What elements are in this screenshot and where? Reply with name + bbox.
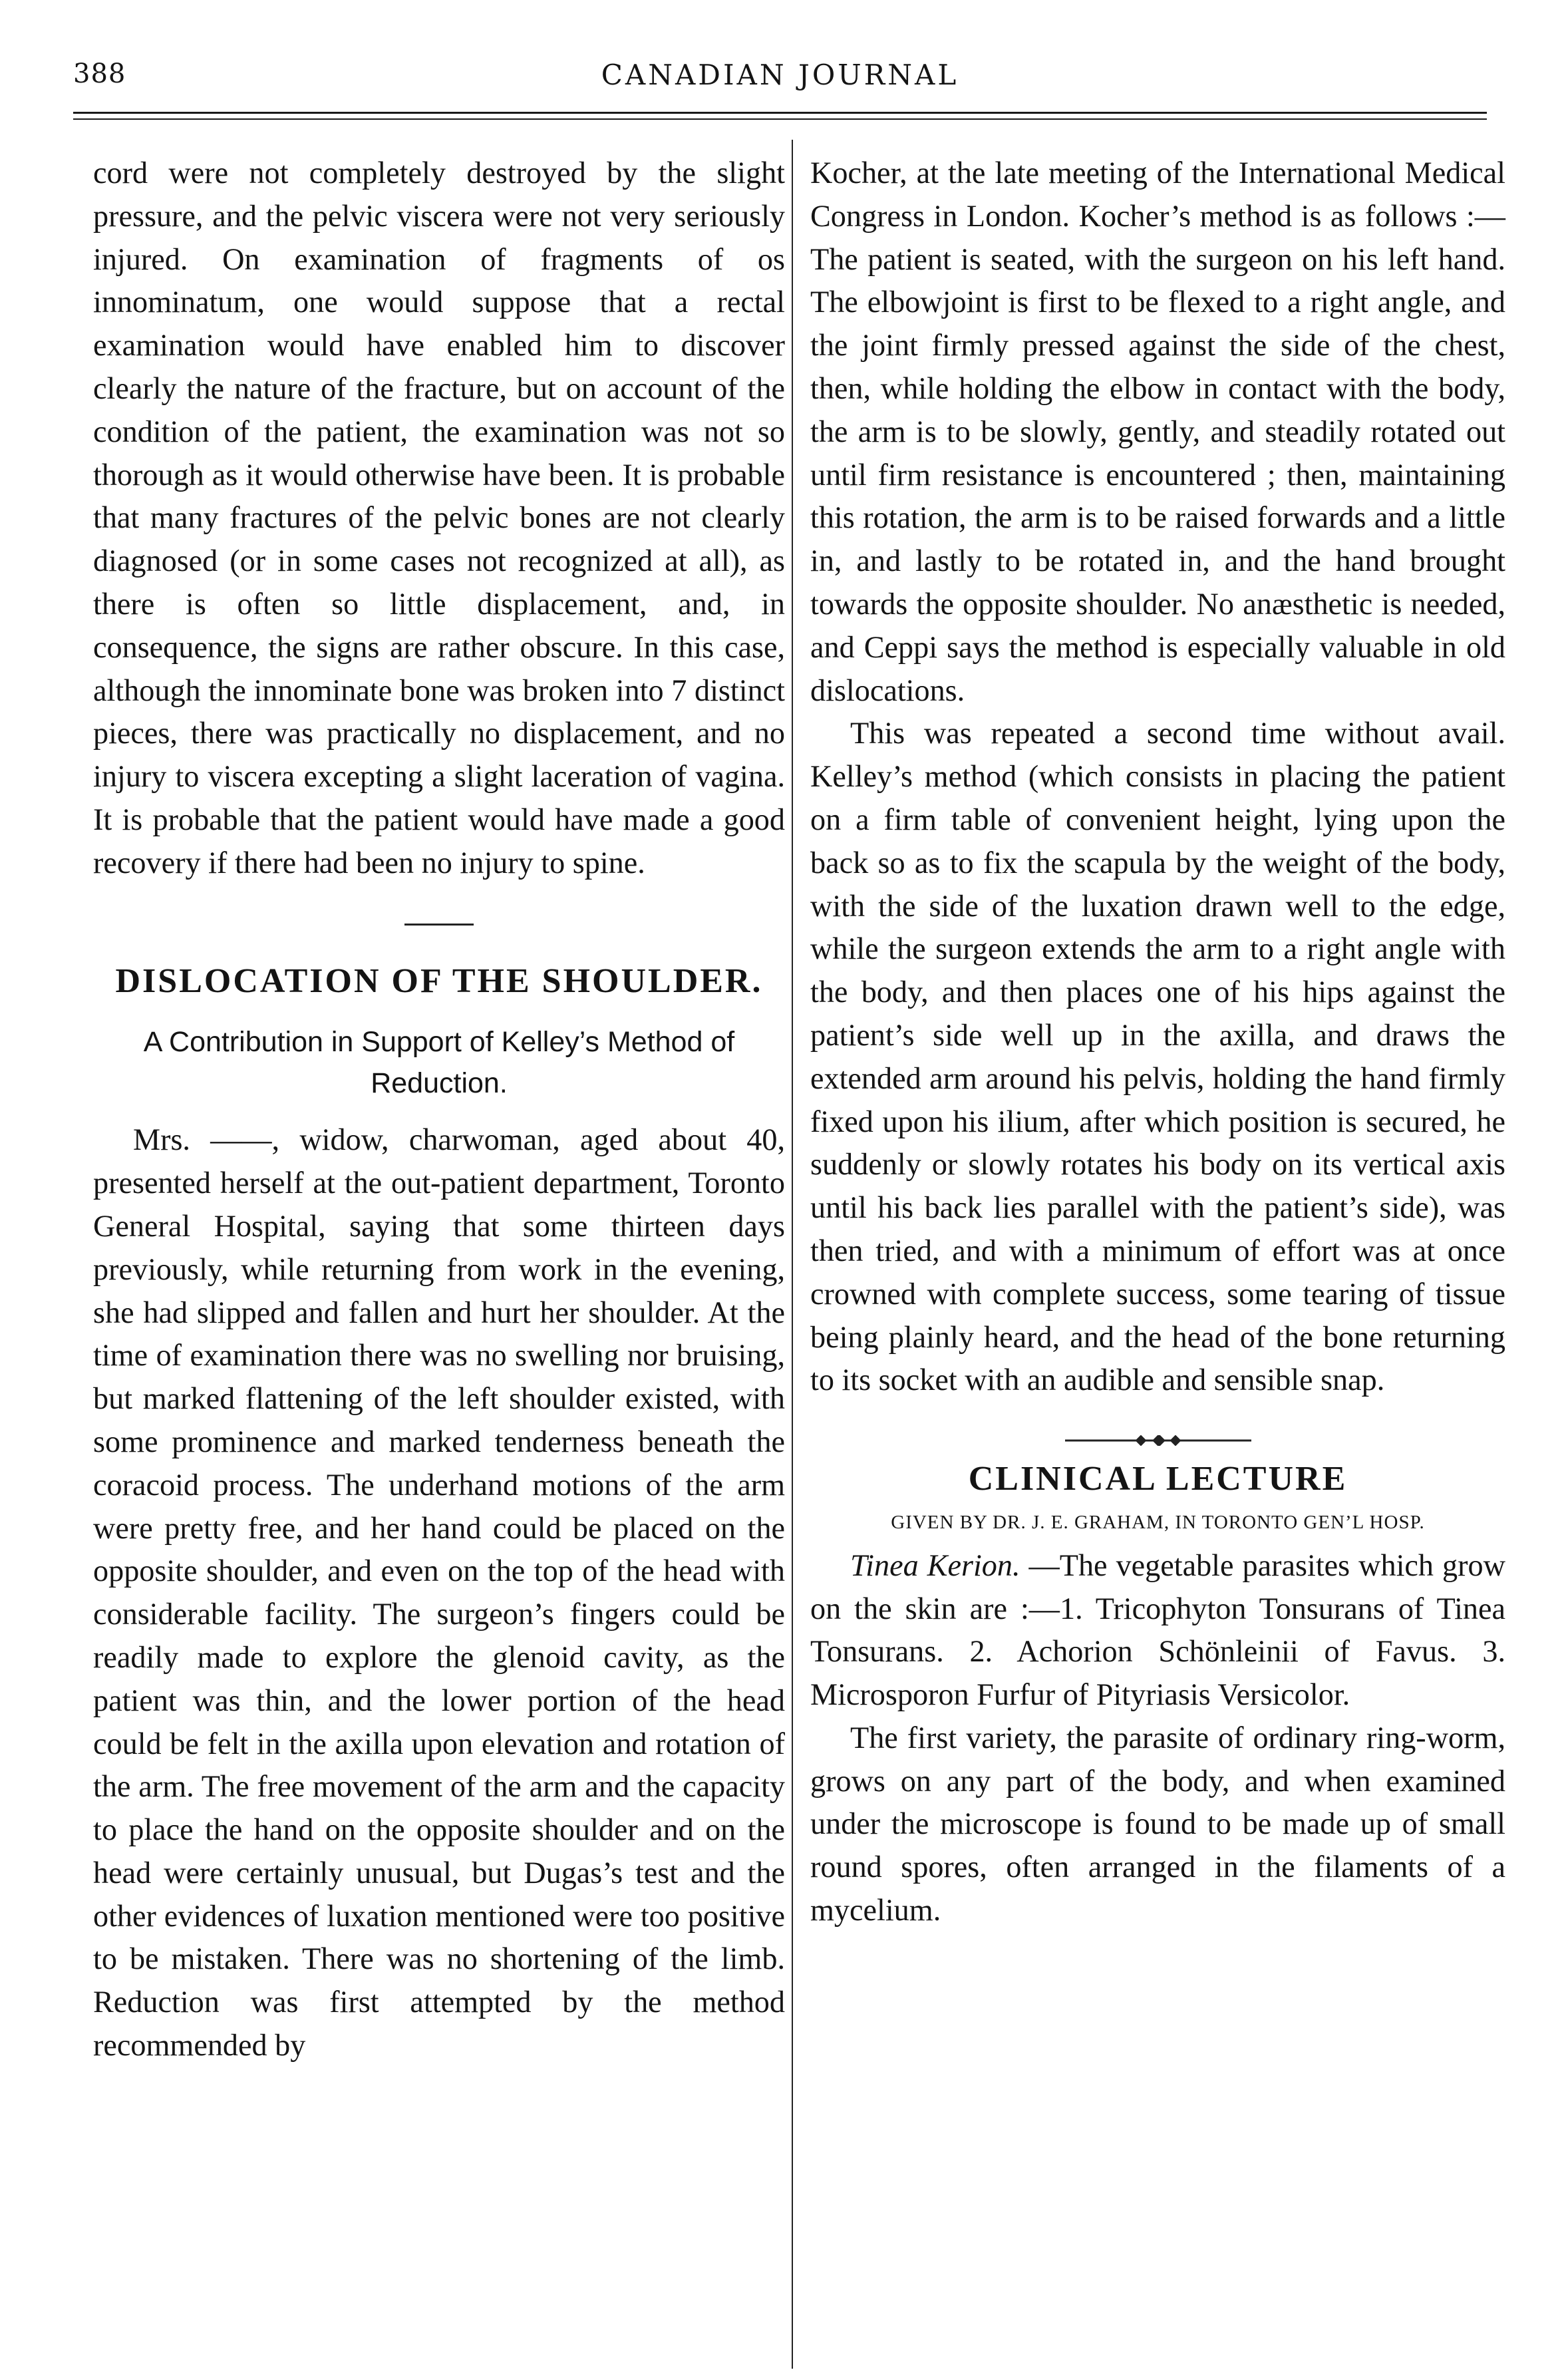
column-divider [792,140,793,2369]
body-paragraph [810,1544,1505,1717]
lecture-byline: GIVEN BY DR. J. E. GRAHAM, IN TORONTO GEN’L HOSP. [891,1511,1425,1533]
header-rule-secondary [73,118,1487,120]
running-title: CANADIAN JOURNAL [601,59,959,91]
paragraph-text: —The vegetable parasites which grow on the skin are :—1. Tricophyton Tonsurans of Tinea Tonsurans. 2. Achorion Schönleinii of Favus. 3. Microsporon Furfur of Pityriasis Versicolor. [810,1548,1505,1712]
right-column [810,152,1505,1932]
article-title: DISLOCATION OF THE SHOULDER. [115,961,763,1000]
body-paragraph: cord were not completely destroyed by the slight pressure, and the pelvic viscera were not very seriously injured. On examination of fragments of os innominatum, one would suppose that a rectal examination would have enabled him to discover clearly the nature of the fracture, but on account of the condition of the patient, the examination was not so thorough as it would otherwise have been. It is probable that many fractures of the pelvic bones are not clearly diagnosed (or in some cases not recognized at all), as there is often so little displacement, and, in consequence, the signs are rather obscure. In this case, although the innominate bone was broken into 7 distinct pieces, there was practically no displacement, and no injury to viscera excepting a slight laceration of vagina. It is probable that the patient would have made a good recovery if there had been no injury to spine. [93,156,785,880]
page-number: 388 [73,59,126,89]
section-divider [404,924,474,926]
body-paragraph: Mrs. ——, widow, charwoman, aged about 40, presented herself at the out-patient department, Toronto General Hospital, saying that some thirteen days previously, while returning from work in the evening, she had slipped and fallen and hurt her shoulder. At the time of examination there was no swelling nor bruising, but marked flattening of the left shoulder existed, with some prominence and marked tenderness beneath the coracoid process. The underhand motions of the arm were pretty free, and her hand could be placed on the opposite shoulder, and even on the top of the head with considerable facility. The surgeon’s fingers could be readily made to explore the glenoid cavity, as the patient was thin, and the lower portion of the head could be felt in the axilla upon elevation and rotation of the arm. The free movement of the arm and the capacity to place the hand on the opposite shoulder and on the head were certainly unusual, but Dugas’s test and the other evidences of luxation mentioned were too positive to be mistaken. There was no shortening of the limb. Reduction was first attempted by the method recommended by [93,1122,785,2063]
paragraph-lead: Tinea Kerion. [850,1548,1020,1582]
article-subtitle: A Contribution in Support of Kelley’s Method of Reduction. [143,1026,735,1100]
body-paragraph: This was repeated a second time without avail. Kelley’s method (which consists in placing the patient on a firm table of convenient height, lying upon the back so as to fix the scapula by the weight of the body, with the side of the luxation drawn well to the edge, while the surgeon extends the arm to a right angle with the body, and then places one of his hips against the patient’s side well up in the axilla, and draws the extended arm around his pelvis, holding the hand firmly fixed upon his ilium, after which position is secured, he suddenly or slowly rotates his body on its vertical axis until his back lies parallel with the patient’s side), was then tried, and with a minimum of effort was at once crowned with complete success, some tearing of tissue being plainly heard, and the head of the bone returning to its socket with an audible and sensible snap. [810,716,1505,1397]
left-column [93,152,785,2067]
header-rule [73,112,1487,114]
page-header [73,59,1487,98]
body-paragraph: Kocher, at the late meeting of the International Medical Congress in London. Kocher’s method is as follows :—The patient is seated, with the surgeon on his left hand. The elbowjoint is first to be flexed to a right angle, and the joint firmly pressed against the side of the chest, then, while holding the elbow in contact with the body, the arm is to be slowly, gently, and steadily rotated out until firm resistance is encountered ; then, maintaining this rotation, the arm is to be raised forwards and a little in, and lastly to be rotated in, and the hand brought towards the opposite shoulder. No anæsthetic is needed, and Ceppi says the method is especially valuable in old dislocations. [810,156,1505,707]
body-paragraph: The first variety, the parasite of ordinary ring-worm, grows on any part of the body, and when examined under the microscope is found to be made up of small round spores, often arranged in the filaments of a mycelium. [810,1720,1505,1928]
ornament-divider-icon [1065,1435,1251,1446]
lecture-title: CLINICAL LECTURE [968,1460,1348,1498]
